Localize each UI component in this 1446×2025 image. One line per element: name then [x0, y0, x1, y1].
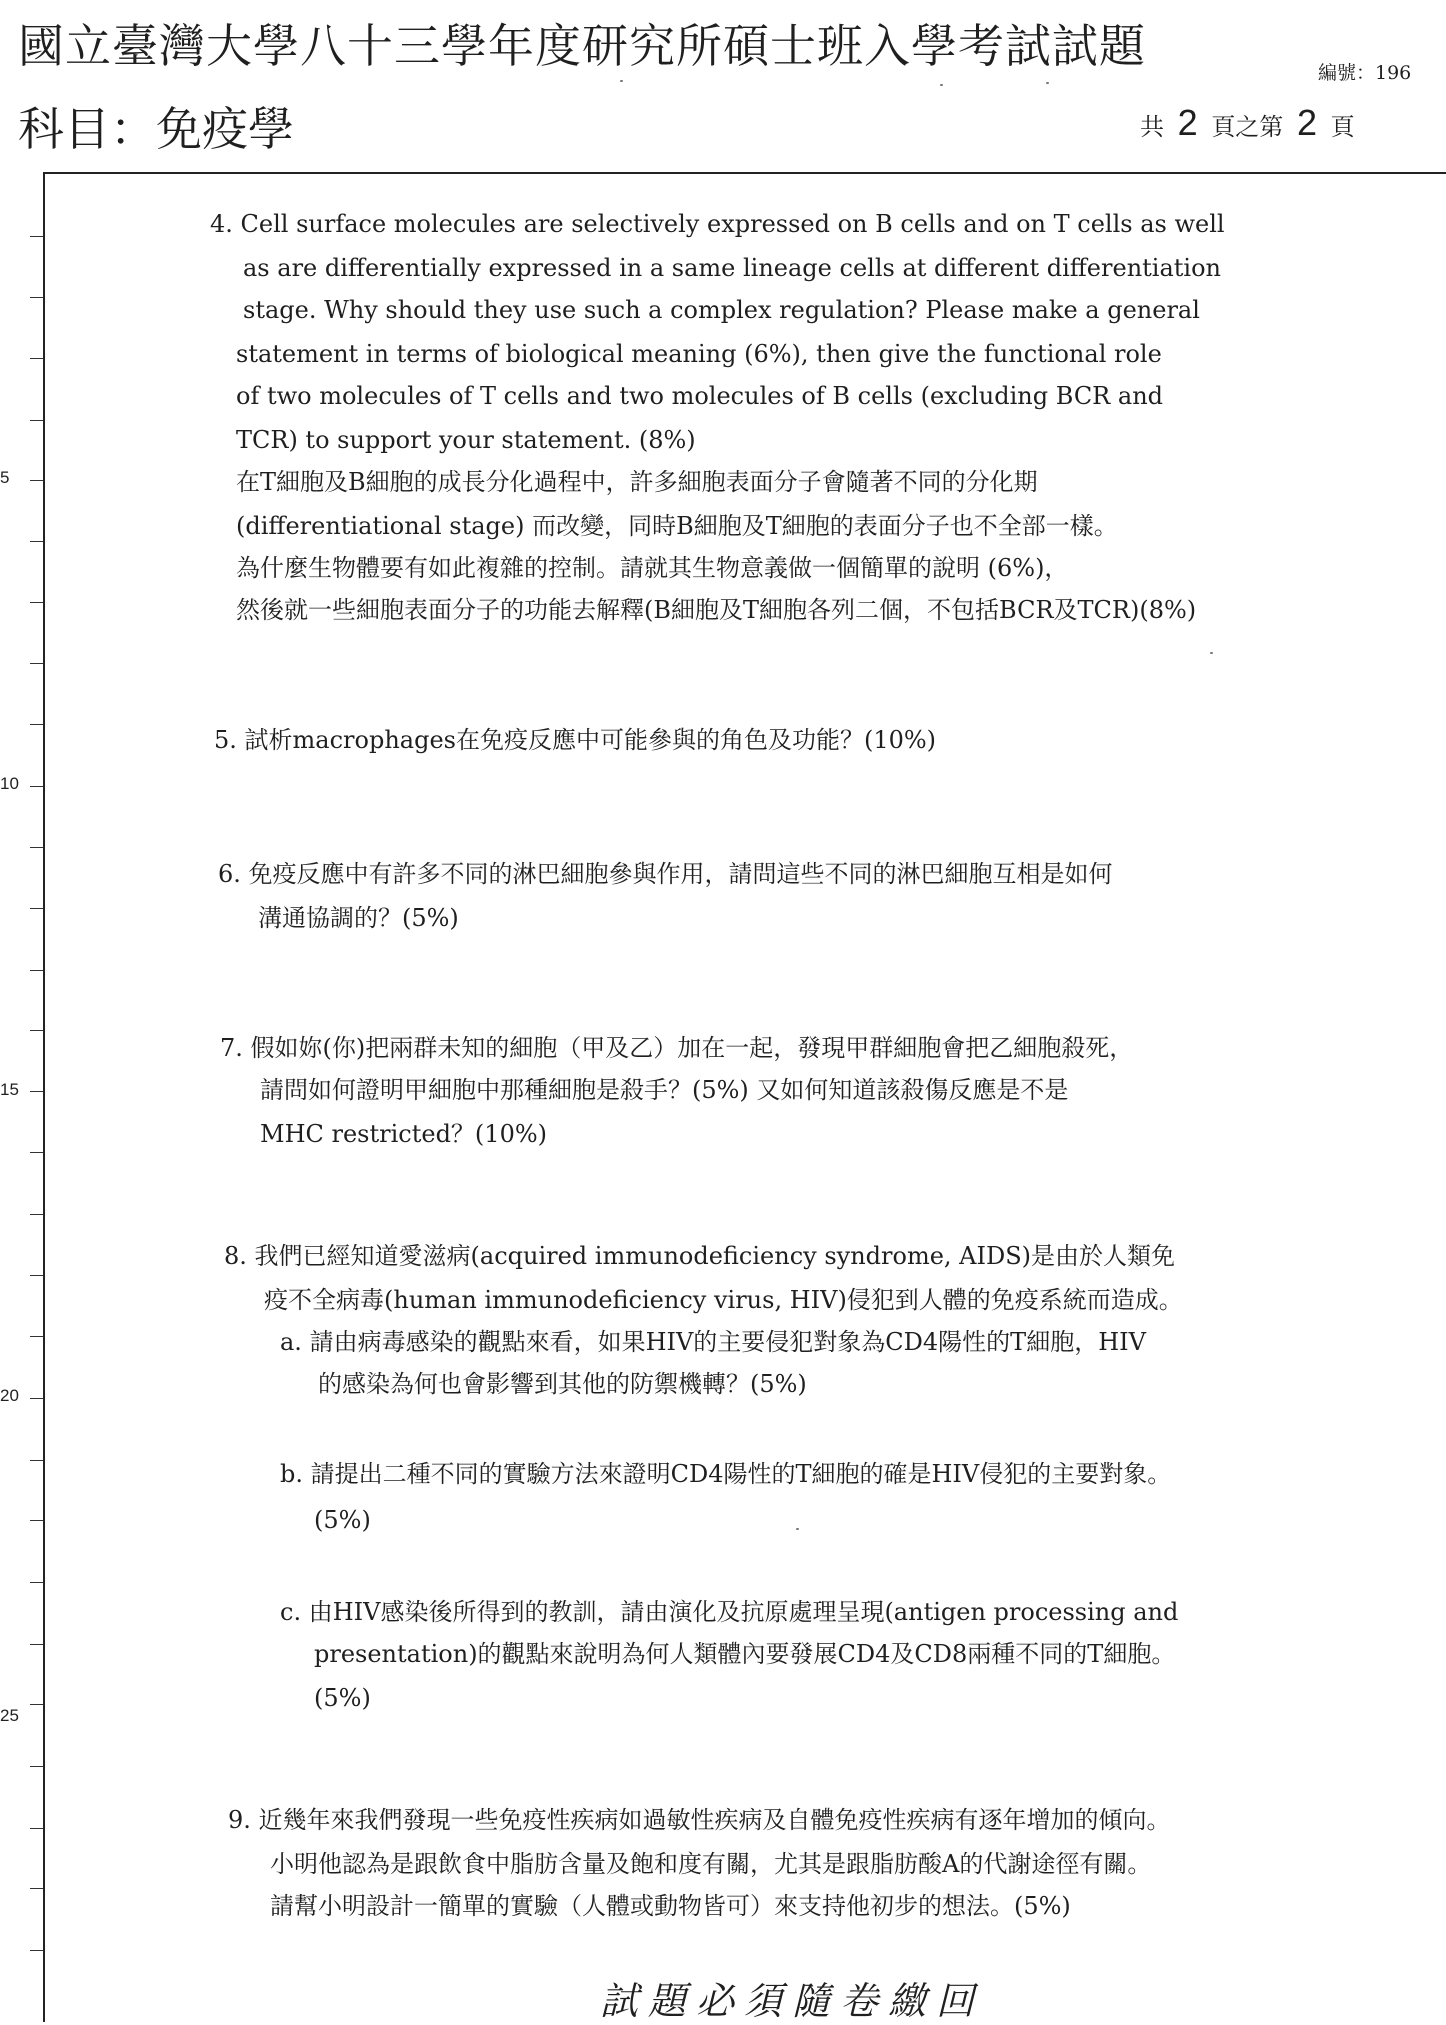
- ruler-tick: [30, 1828, 43, 1829]
- ruler-tick: [30, 1520, 43, 1521]
- ruler-label-10: 10: [0, 774, 19, 793]
- ruler-label-25: 25: [0, 1706, 19, 1725]
- exam-title: 國立臺灣大學八十三學年度研究所碩士班入學考試試題: [18, 19, 1146, 73]
- return-exam-note: 試題必須隨卷繳回: [600, 1979, 985, 2023]
- question-8a-line: 的感染為何也會影響到其他的防禦機轉？(5%): [318, 1370, 807, 1398]
- ruler-label-5: 5: [0, 468, 10, 487]
- ruler-tick: [30, 724, 43, 725]
- question-4-line: of two molecules of T cells and two molecules of B cells (excluding BCR and: [236, 382, 1164, 410]
- question-4-line: 為什麼生物體要有如此複雜的控制。請就其生物意義做一個簡單的說明 (6%)，: [236, 554, 1069, 582]
- page-count: [1140, 102, 1355, 144]
- ruler-tick: [30, 1152, 43, 1153]
- question-4-line: stage. Why should they use such a complex regulation? Please make a general: [243, 296, 1200, 324]
- question-7-line: MHC restricted？(10%): [260, 1120, 548, 1148]
- question-4-line: statement in terms of biological meaning (6%), then give the functional role: [236, 340, 1162, 368]
- question-8c-line: c. 由HIV感染後所得到的教訓，請由演化及抗原處理呈現(antigen processing and: [280, 1598, 1179, 1626]
- ruler-tick: [30, 1950, 43, 1951]
- question-7-line: 請問如何證明甲細胞中那種細胞是殺手？(5%) 又如何知道該殺傷反應是不是: [260, 1076, 1069, 1104]
- question-9-line: 小明他認為是跟飲食中脂肪含量及飽和度有關，尤其是跟脂肪酸A的代謝途徑有關。: [270, 1850, 1152, 1878]
- current-page: 2: [1296, 102, 1317, 143]
- ruler-tick: [30, 786, 43, 787]
- page-mid: 頁之第: [1211, 113, 1284, 141]
- ruler-tick: [30, 1275, 43, 1276]
- ruler-tick: [30, 1030, 43, 1031]
- ruler-tick: [30, 663, 43, 664]
- ruler-tick: [30, 1582, 43, 1583]
- question-4-line: (differentiational stage) 而改變，同時B細胞及T細胞的表面分子也不全部一樣。: [236, 512, 1118, 540]
- ruler-tick: [30, 1214, 43, 1215]
- ruler-tick: [30, 847, 43, 848]
- page-suffix: 頁: [1330, 113, 1355, 141]
- scan-speck: [1046, 82, 1049, 84]
- scan-speck: [1210, 652, 1213, 654]
- ruler-tick: [30, 236, 43, 237]
- scan-speck: [620, 80, 623, 82]
- ruler-tick: [30, 1091, 43, 1092]
- question-9-line: 請幫小明設計一簡單的實驗（人體或動物皆可）來支持他初步的想法。(5%): [270, 1892, 1071, 1920]
- ruler-tick: [30, 970, 43, 971]
- question-6-line: 6. 免疫反應中有許多不同的淋巴細胞參與作用，請問這些不同的淋巴細胞互相是如何: [218, 860, 1113, 888]
- ruler-tick: [30, 908, 43, 909]
- ruler-tick: [30, 480, 43, 481]
- scan-speck: [796, 1528, 799, 1530]
- ruler-tick: [30, 1460, 43, 1461]
- ruler-tick: [30, 1766, 43, 1767]
- question-6-line: 溝通協調的？(5%): [258, 904, 459, 932]
- ruler-tick: [30, 1888, 43, 1889]
- question-8c-line: presentation)的觀點來說明為何人類體內要發展CD4及CD8兩種不同的T細胞。: [314, 1640, 1176, 1668]
- question-7-line: 7. 假如妳(你)把兩群未知的細胞（甲及乙）加在一起，發現甲群細胞會把乙細胞殺死，: [220, 1034, 1134, 1062]
- question-4-line: TCR) to support your statement. (8%): [236, 426, 696, 454]
- question-8-line: 8. 我們已經知道愛滋病(acquired immunodeficiency syndrome, AIDS)是由於人類免: [224, 1242, 1176, 1270]
- left-ruler: [0, 0, 44, 2001]
- question-8c-line: (5%): [314, 1684, 371, 1712]
- scan-speck: [940, 84, 943, 86]
- question-4-line: 然後就一些細胞表面分子的功能去解釋(B細胞及T細胞各列二個，不包括BCR及TCR)(8%): [236, 596, 1197, 624]
- question-4-line: 4. Cell surface molecules are selectively expressed on B cells and on T cells as well: [210, 210, 1225, 238]
- question-5-line: 5. 試析macrophages在免疫反應中可能參與的角色及功能？(10%): [214, 726, 937, 754]
- question-4-line: 在T細胞及B細胞的成長分化過程中，許多細胞表面分子會隨著不同的分化期: [236, 468, 1038, 496]
- ruler-tick: [30, 420, 43, 421]
- question-4-line: as are differentially expressed in a same lineage cells at different differentiation: [243, 254, 1221, 282]
- question-8-line: 疫不全病毒(human immunodeficiency virus, HIV)侵犯到人體的免疫系統而造成。: [264, 1286, 1183, 1314]
- question-9-line: 9. 近幾年來我們發現一些免疫性疾病如過敏性疾病及自體免疫性疾病有逐年增加的傾向。: [228, 1806, 1171, 1834]
- ruler-tick: [30, 541, 43, 542]
- ruler-label-15: 15: [0, 1080, 19, 1099]
- page-prefix: 共: [1140, 113, 1164, 141]
- ruler-tick: [30, 1644, 43, 1645]
- ruler-tick: [30, 1704, 43, 1705]
- exam-subject: 科目：免疫學: [18, 102, 294, 156]
- exam-number: 編號：196: [1318, 62, 1412, 84]
- question-8b-line: (5%): [314, 1506, 371, 1534]
- ruler-tick: [30, 297, 43, 298]
- ruler-tick: [30, 1336, 43, 1337]
- question-8b-line: b. 請提出二種不同的實驗方法來證明CD4陽性的T細胞的確是HIV侵犯的主要對象。: [280, 1460, 1172, 1488]
- ruler-label-20: 20: [0, 1386, 19, 1405]
- question-8a-line: a. 請由病毒感染的觀點來看，如果HIV的主要侵犯對象為CD4陽性的T細胞，HIV: [280, 1328, 1146, 1356]
- total-pages: 2: [1177, 102, 1198, 143]
- ruler-tick: [30, 1398, 43, 1399]
- ruler-tick: [30, 602, 43, 603]
- ruler-tick: [30, 358, 43, 359]
